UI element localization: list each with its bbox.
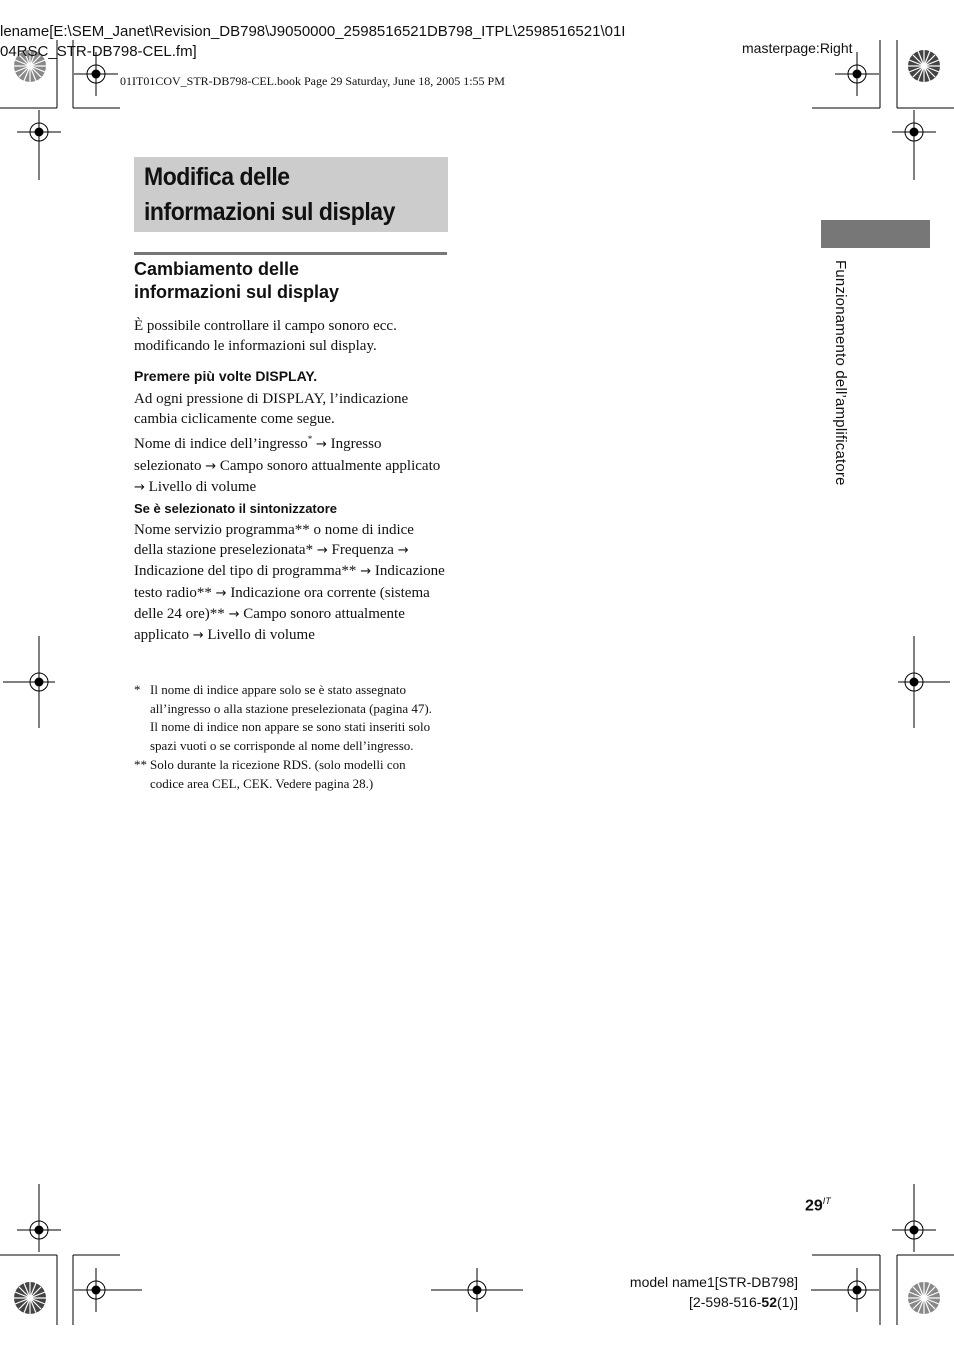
- arrow-icon: →: [192, 628, 204, 644]
- arrow-icon: →: [360, 564, 372, 580]
- arrow-icon: →: [205, 458, 217, 474]
- section-title-box: [134, 157, 448, 232]
- footnotes: [134, 681, 438, 793]
- arrow-icon: →: [228, 606, 240, 622]
- chapter-label: Funzionamento dell’amplificatore: [832, 260, 849, 486]
- tuner-sequence: Nome servizio programma** o nome di indice della stazione preselezionata* → Frequenza → Indicazione del tipo di programma** → Indicazione testo radio** → Indicazione ora corrente (sistema delle 24 ore)** → Campo sonoro attualmente applicato → Livello di volume: [134, 522, 445, 644]
- tuner-heading: Se è selezionato il sintonizzatore: [134, 501, 337, 516]
- arrow-icon: →: [315, 437, 327, 453]
- step-description: Ad ogni pressione di DISPLAY, l’indicazione cambia ciclicamente come segue. Nome di indice dell’ingresso* → Ingresso selezionato → Campo sonoro attualmente applicato → Livello di volume: [134, 389, 444, 498]
- footnote: ** Solo durante la ricezione RDS. (solo modelli con codice area CEL, CEK. Vedere pagina 28.): [134, 757, 406, 791]
- model-footer: model name1[STR-DB798] [2-598-516-52(1)]: [629, 1274, 798, 1310]
- chapter-tab: [821, 220, 930, 248]
- step-instruction: Premere più volte DISPLAY.: [134, 368, 318, 384]
- file-path-header: lename[E:\SEM_Janet\Revision_DB798\J9050000_2598516521DB798_ITPL\2598516521\01I 04RSC_STR-DB798-CEL.fm]: [0, 23, 626, 60]
- intro-paragraph: È possibile controllare il campo sonoro ecc. modificando le informazioni sul display.: [134, 318, 397, 355]
- subsection-title: Cambiamento delle informazioni sul display: [134, 259, 340, 302]
- arrow-icon: →: [215, 585, 227, 601]
- page-number: $29^{IT}$: [805, 1196, 831, 1215]
- subtitle-rule: [134, 252, 447, 255]
- arrow-icon: →: [316, 543, 328, 559]
- masterpage-label: masterpage:Right: [742, 40, 853, 56]
- display-sequence: Nome di indice dell’ingresso* → Ingresso selezionato → Campo sonoro attualmente applicato → Livello di volume: [134, 434, 441, 495]
- section-title-line1: Modifica delle: [144, 163, 290, 191]
- section-title-line2: informazioni sul display: [144, 198, 395, 226]
- book-info: 01IT01COV_STR-DB798-CEL.book Page 29 Saturday, June 18, 2005 1:55 PM: [120, 74, 505, 88]
- arrow-icon: →: [397, 543, 409, 559]
- footnote: * Il nome di indice appare solo se è stato assegnato all’ingresso o alla stazione preselezionata (pagina 47). Il nome di indice non appare se sono stati inseriti solo spazi vuoti o se corrisponde al nome dell’ingresso.: [134, 682, 432, 753]
- arrow-icon: →: [134, 479, 145, 495]
